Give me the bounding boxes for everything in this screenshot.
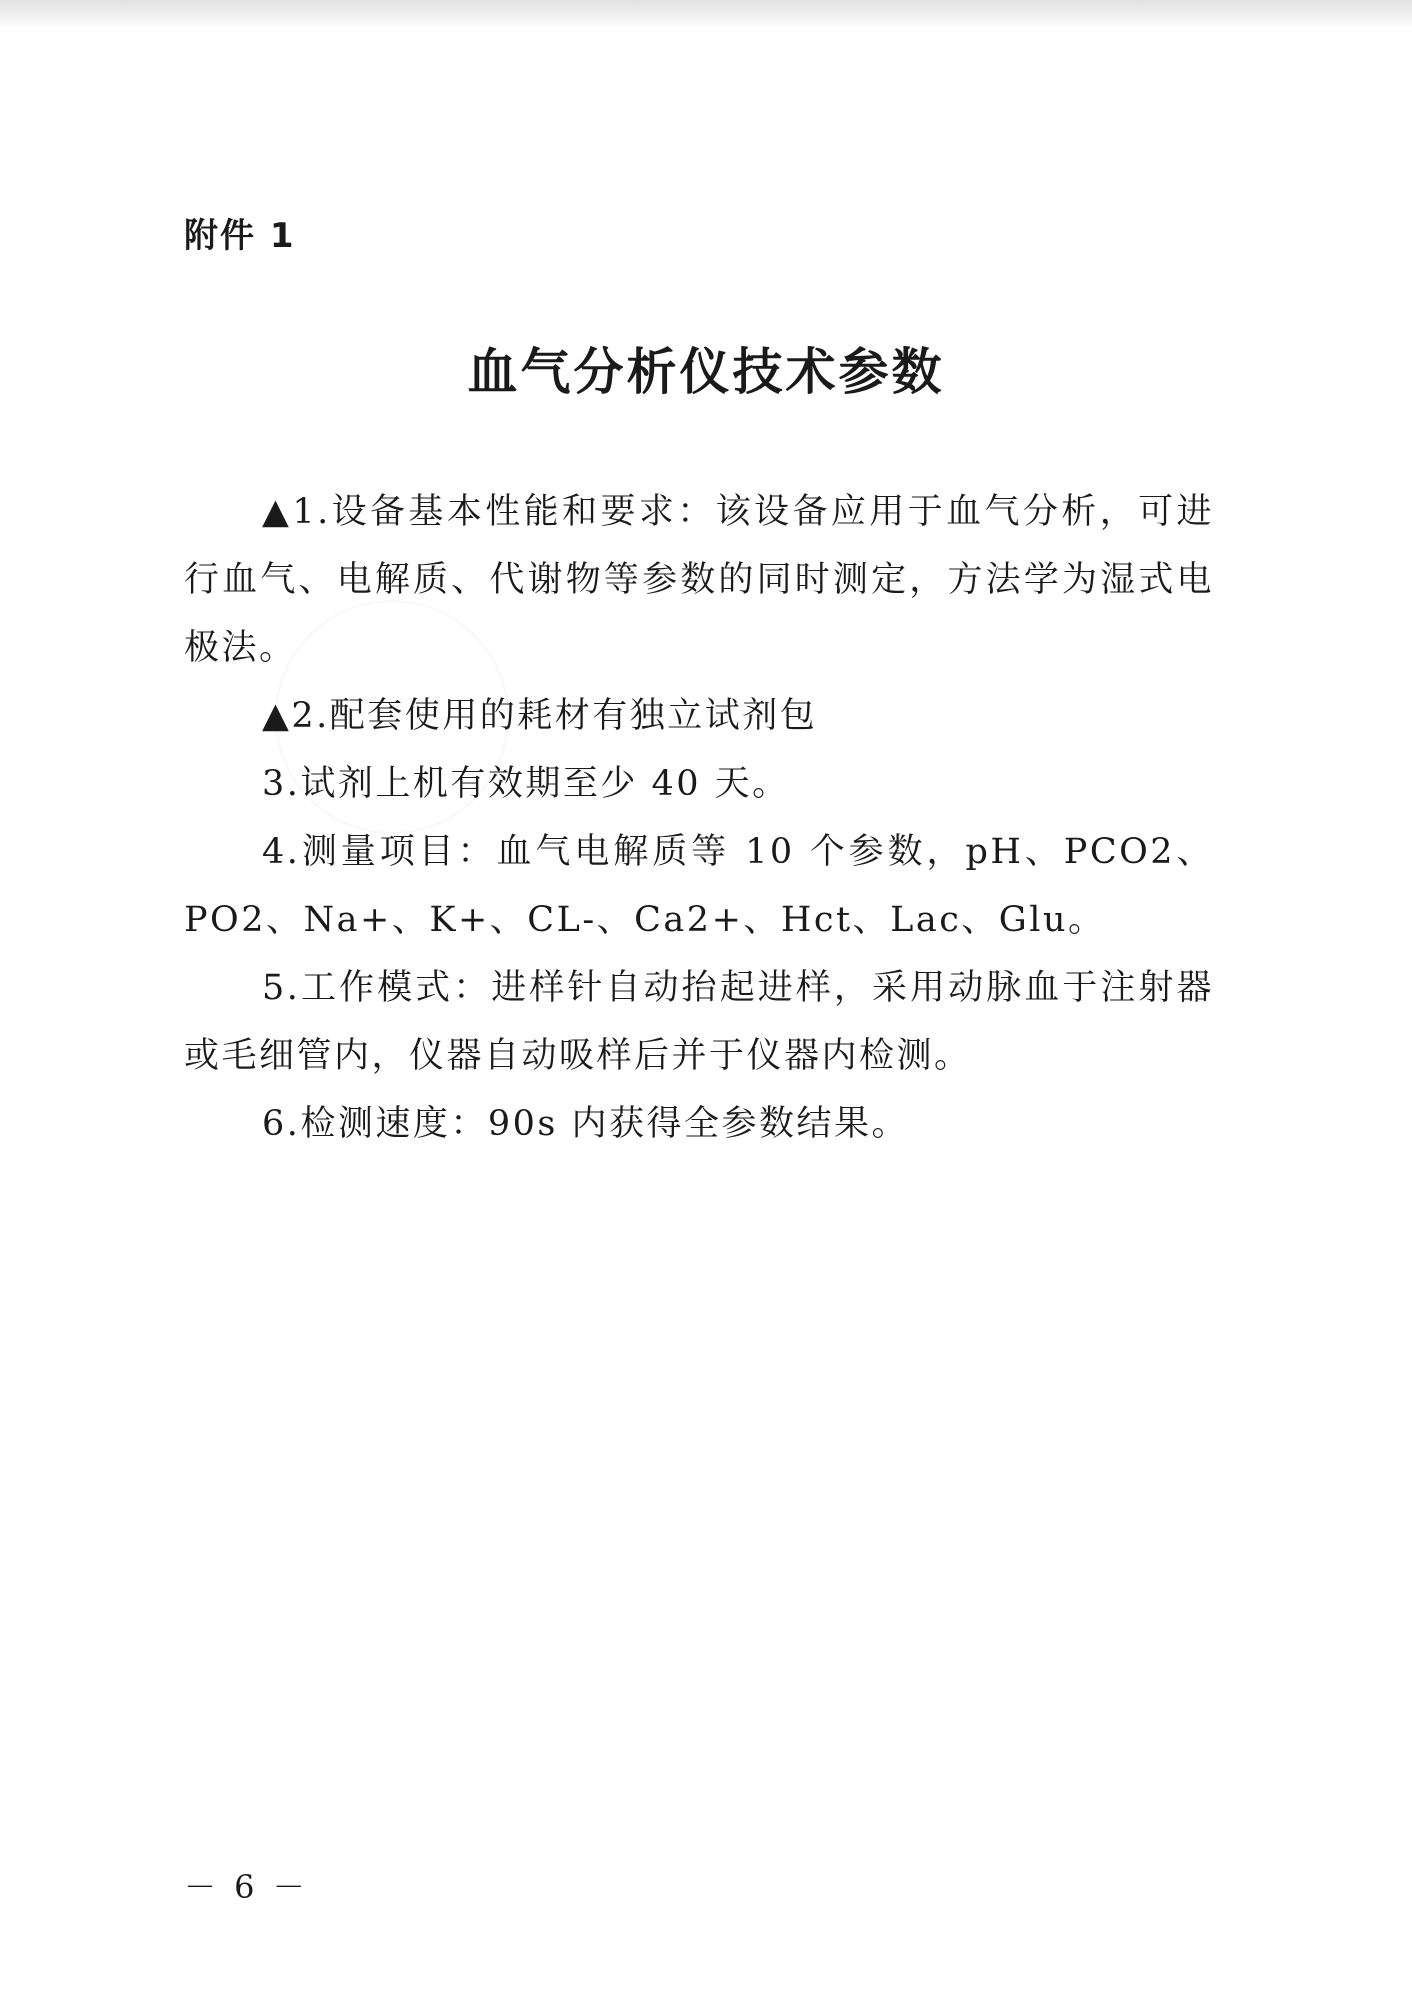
paragraph-basic-performance: ▲1.设备基本性能和要求：该设备应用于血气分析，可进行血气、电解质、代谢物等参数的同时测定，方法学为湿式电极法。 [184, 492, 1214, 668]
paragraph-detection-speed: 6.检测速度：90s 内获得全参数结果。 [262, 1104, 910, 1144]
paragraph-reagent-validity: 3.试剂上机有效期至少 40 天。 [262, 764, 790, 804]
page-number: － 6 － [184, 1868, 309, 1906]
paragraph-consumables: ▲2.配套使用的耗材有独立试剂包 [262, 696, 818, 736]
attachment-label: 附件 1 [184, 216, 296, 256]
paragraph-measurement-items: 4.测量项目：血气电解质等 10 个参数，pH、PCO2、PO2、Na+、K+、CL-、Ca2+、Hct、Lac、Glu。 [184, 832, 1214, 940]
scan-edge-shadow [0, 0, 1412, 30]
document-body [184, 478, 1214, 1158]
document-title: 血气分析仪技术参数 [467, 342, 945, 401]
paragraph-work-mode: 5.工作模式：进样针自动抬起进样，采用动脉血于注射器或毛细管内，仪器自动吸样后并于仪器内检测。 [184, 968, 1214, 1076]
